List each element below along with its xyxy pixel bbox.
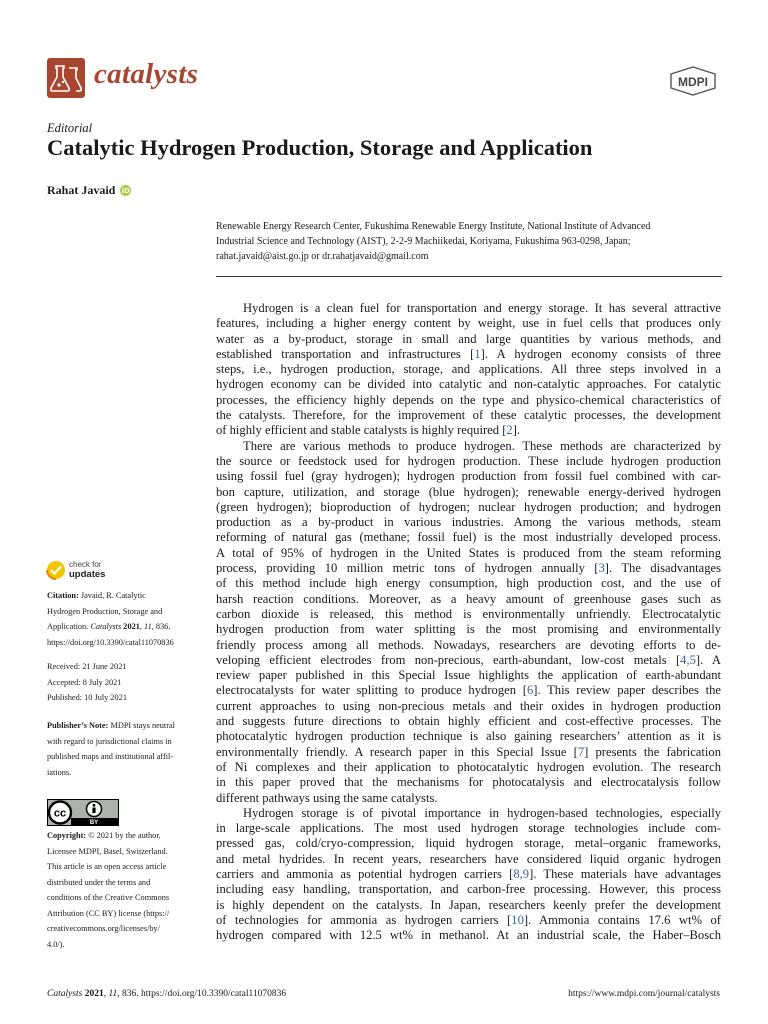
sidebar-line: creativecommons.org/licenses/by/ xyxy=(47,924,160,933)
journal-abbrev: Catalysts xyxy=(90,622,122,631)
author-row xyxy=(47,183,131,198)
body-line: features, including a higher energy content by weight, use in fuel cells that produces only xyxy=(216,316,721,331)
footer-journal: Catalysts xyxy=(47,989,83,999)
body-line: veloping efficient electrodes from non-precious, earth-abundant, low-cost metals [4,5]. A xyxy=(216,652,721,667)
body-line: Hydrogen storage is of pivotal importance in hydrogen-based technologies, especially xyxy=(243,805,721,820)
copyright-block xyxy=(47,828,197,952)
citation-link[interactable]: 4,5 xyxy=(680,652,696,667)
body-line: different pathways using the same catalysts. xyxy=(216,790,438,805)
body-line: hydrogen compared with 12.5 wt% in methanol. At an industrial scale, the Haber–Bosch xyxy=(216,928,721,943)
body-line: (green hydrogen); bioproduction of hydrogen; nuclear hydrogen production; and hydrogen xyxy=(216,499,721,514)
body-line: pressed gas, cold/cryo-compression, liquid hydrogen storage, metal–organic frameworks, xyxy=(216,836,721,851)
sidebar-line: iations. xyxy=(47,767,72,777)
body-line: production as a by-product in various industries. Among the various methods, steam xyxy=(216,515,721,530)
sidebar-label: Copyright: xyxy=(47,831,87,840)
body-line: bon capture, utilization, and storage (blue hydrogen); renewable energy-derived hydrogen xyxy=(216,484,721,499)
body-line: established transportation and infrastructures [1]. A hydrogen economy consists of three xyxy=(216,346,721,361)
citation-link[interactable]: 2 xyxy=(506,423,513,438)
mdpi-logo xyxy=(668,66,718,96)
body-line: process, providing 10 million metric tons of hydrogen annually [3]. The disadvantages xyxy=(216,561,721,576)
publisher-name: MDPI xyxy=(678,75,708,89)
body-line: Hydrogen is a clean fuel for transportation and energy storage. It has several attractive xyxy=(243,301,721,315)
sidebar-line: Licensee MDPI, Basel, Switzerland. xyxy=(47,846,168,856)
body-line: is highly dependent on the catalysts. In Japan, researchers keenly prefer the development xyxy=(216,897,721,912)
body-line: of Ni complexes and their application to photocatalytic hydrogen evolution. The research xyxy=(216,759,721,774)
cc-by-icon[interactable] xyxy=(47,799,119,826)
body-line: electrocatalysts for water splitting to produce hydrogen [6]. This review paper describes the xyxy=(216,683,721,698)
affiliation-line: Industrial Science and Technology (AIST), 2-2-9 Machiikedai, Koriyama, Fukushima 963-0298, Japan; xyxy=(216,236,631,247)
body-line: using fossil fuel (gray hydrogen); hydrogen production from fossil fuel combined with car- xyxy=(216,469,721,484)
svg-text:BY: BY xyxy=(89,820,99,826)
affiliation xyxy=(216,219,722,264)
header-divider xyxy=(216,276,722,277)
footer-journal-link[interactable]: https://www.mdpi.com/journal/catalysts xyxy=(568,989,720,999)
sidebar-label: Publisher’s Note: xyxy=(47,721,109,730)
sidebar-label: Citation: xyxy=(47,591,79,600)
body-line: in this paper proved that the mechanisms for photocatalysis and electrocatalysis follow xyxy=(216,775,721,790)
updates-label: updates xyxy=(69,569,106,580)
publisher-note-block xyxy=(47,718,197,780)
sidebar-line: https://doi.org/10.3390/catal11070836 xyxy=(47,637,174,647)
body-line: and metal hydrides. In recent years, researchers have considered liquid organic hydrogen xyxy=(216,851,721,866)
article-title: Catalytic Hydrogen Production, Storage and Application xyxy=(47,135,593,160)
date-line: Received: 21 June 2021 xyxy=(47,662,127,671)
body-line: environmentally friendly. A research paper in this Special Issue [7] presents the fabrication xyxy=(216,744,721,759)
body-line: A total of 95% of hydrogen in the United States is produced from the steam reforming xyxy=(216,545,721,560)
citation-link[interactable]: 1 xyxy=(474,346,481,361)
author-name: Rahat Javaid xyxy=(47,183,116,197)
affiliation-line: rahat.javaid@aist.go.jp or dr.rahatjavaid@gmail.com xyxy=(216,251,429,262)
body-line: hydrogen economy can be divided into catalytic and non-catalytic approaches. For catalytic xyxy=(216,377,721,392)
sidebar-line: published maps and institutional affil- xyxy=(47,752,174,761)
citation-link[interactable]: 7 xyxy=(577,744,585,759)
citation-link[interactable]: 10 xyxy=(511,912,524,927)
body-line: the source or feedstock used for hydrogen production. These include hydrogen production xyxy=(216,453,721,468)
body-line: of technologies for ammonia as hydrogen carriers [10]. Ammonia contains 17.6 wt% of xyxy=(216,912,721,927)
footer-volume: 11 xyxy=(108,989,118,999)
date-line: Accepted: 8 July 2021 xyxy=(47,677,122,687)
citation-block xyxy=(47,588,197,650)
body-line: photocatalytic hydrogen production technique is also gaining researchers’ attention as it is xyxy=(216,729,721,744)
sidebar-line: with regard to jurisdictional claims in xyxy=(47,736,172,746)
body-line: review paper published in this Special Issue highlights the application of earth-abundant xyxy=(216,668,721,683)
check-for-updates-icon xyxy=(46,560,66,580)
journal-logo-icon xyxy=(47,58,85,98)
dates-block xyxy=(47,659,197,706)
body-line: and suggests future directions to obtain highly efficient and cost-effective processes. The xyxy=(216,714,721,729)
citation-link[interactable]: 8,9 xyxy=(513,866,530,881)
sidebar-line: 4.0/). xyxy=(47,939,65,949)
svg-text:cc: cc xyxy=(53,807,67,820)
orcid-icon[interactable]: iD xyxy=(121,186,130,195)
body-line: current approaches to using non-precious metals and their oxides in hydrogen production xyxy=(216,698,721,713)
sidebar-line: This article is an open access article xyxy=(47,862,167,871)
citation-link[interactable]: 3 xyxy=(598,561,605,576)
sidebar-line: Application. Catalysts 2021, 11, 836. xyxy=(47,622,171,631)
body-line: of highly efficient and stable catalysts is highly required [2]. xyxy=(216,423,521,438)
sidebar-line: Hydrogen Production, Storage and xyxy=(47,606,163,616)
body-line: including easy handling, transportation, and carbon-free processing. However, this process xyxy=(216,882,721,897)
footer-year: 2021 xyxy=(84,989,104,999)
body-text xyxy=(216,301,721,943)
sidebar-line: Publisher’s Note: MDPI stays neutral xyxy=(47,721,175,730)
body-line: water as a by-product, storage in small and large quantities by various methods, and xyxy=(216,331,721,346)
body-line: harsh reaction conditions. Moreover, as a heavy amount of greenhouse gases such as xyxy=(216,591,721,606)
check-for-updates-badge[interactable] xyxy=(46,560,105,580)
body-line: carbon dioxide is released, this method is environmentally unfriendly. Electrocatalytic xyxy=(216,606,721,621)
body-line: processes, the efficiency highly depends on the type and physico-chemical characteristics of xyxy=(216,392,721,407)
body-line: the catalysts. Therefore, for the improvement of these catalytic processes, the development xyxy=(216,408,721,423)
body-line: There are various methods to produce hydrogen. These methods are characterized by xyxy=(243,438,721,453)
citation-volume: 11 xyxy=(144,622,152,631)
body-line: friendly process among all methods. Nowadays, researchers are devoting efforts to de- xyxy=(216,637,721,652)
sidebar-line: Copyright: © 2021 by the author. xyxy=(47,831,161,840)
affiliation-line: Renewable Energy Research Center, Fukushima Renewable Energy Institute, National Institute of Advanced xyxy=(216,221,651,232)
body-line: steps, i.e., hydrogen production, storage, and applications. All three steps involved in a xyxy=(216,362,721,377)
check-for-label: check for xyxy=(69,560,102,569)
sidebar-line: distributed under the terms and xyxy=(47,877,151,887)
sidebar-line: Attribution (CC BY) license (https:// xyxy=(47,908,170,918)
footer-citation: Catalysts 2021, 11, 836. https://doi.org/10.3390/catal11070836 xyxy=(47,989,287,999)
body-line: in large-scale applications. The most used hydrogen storage technologies include com- xyxy=(216,821,721,836)
article-type: Editorial xyxy=(47,121,93,135)
sidebar-line: conditions of the Creative Commons xyxy=(47,893,170,902)
body-line: carriers and ammonia as potential hydrogen carriers [8,9]. These materials have advantages xyxy=(216,866,721,881)
body-line: hydrogen production from water splitting is the most promising and environmentally xyxy=(216,622,721,637)
citation-link[interactable]: 6 xyxy=(526,683,534,698)
journal-name: catalysts xyxy=(94,58,199,90)
citation-year: 2021 xyxy=(123,622,140,631)
body-line: reforming of natural gas (methane; fossil fuel) is the most industrially developed process. xyxy=(216,530,721,545)
date-line: Published: 10 July 2021 xyxy=(47,693,127,702)
sidebar-line: Citation: Javaid, R. Catalytic xyxy=(47,591,146,600)
body-line: of this method include high energy consumption, high production cost, and the use of xyxy=(216,576,721,591)
